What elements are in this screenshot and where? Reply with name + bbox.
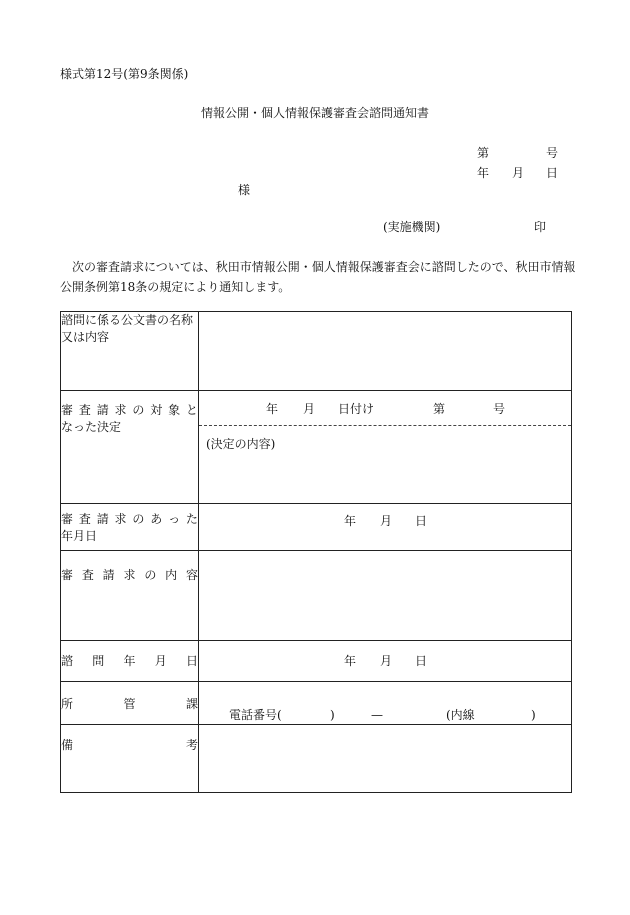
decision-month: 月 xyxy=(303,402,316,416)
field-request-content[interactable] xyxy=(199,551,572,641)
decision-year: 年 xyxy=(266,402,279,416)
extension-close: ) xyxy=(531,708,536,722)
field-request-date[interactable] xyxy=(199,504,572,551)
number-suffix: 号 xyxy=(546,146,559,160)
field-document-name[interactable] xyxy=(199,312,572,391)
extension-label: (内線 xyxy=(446,708,475,722)
field-department[interactable] xyxy=(199,682,572,725)
header-day: 日 xyxy=(546,166,559,180)
decision-number-prefix: 第 xyxy=(433,402,446,416)
label-consult-date-text: 諮 問 年 月 日 xyxy=(61,654,198,668)
label-remarks xyxy=(61,725,199,793)
consult-day: 日 xyxy=(415,654,428,668)
notice-body-text: 次の審査請求については、秋田市情報公開・個人情報保護審査会に諮問したので、秋田市情報公開条例第18条の規定により通知します。 xyxy=(60,260,576,294)
document-title: 情報公開・個人情報保護審査会諮問通知書 xyxy=(200,106,429,120)
label-request-date xyxy=(61,504,199,551)
row-consult-date xyxy=(61,641,572,682)
label-decision xyxy=(61,391,199,504)
label-decision-line1: 審 査 請 求 の 対 象 と xyxy=(61,403,198,417)
consultation-form-table xyxy=(60,311,572,793)
decision-dated: 日付け xyxy=(338,402,375,416)
consult-year: 年 xyxy=(344,654,357,668)
row-department xyxy=(61,682,572,725)
request-year: 年 xyxy=(344,514,357,528)
decision-date-line xyxy=(199,391,571,425)
phone-close: ) xyxy=(330,708,335,722)
decision-content-label: (決定の内容) xyxy=(206,437,276,451)
consult-month: 月 xyxy=(380,654,393,668)
row-document-name xyxy=(61,312,572,391)
number-prefix: 第 xyxy=(477,146,490,160)
label-request-content-text: 審 査 請 求 の 内 容 xyxy=(61,568,198,582)
label-department xyxy=(61,682,199,725)
label-request-date-line1: 審 査 請 求 の あ っ た xyxy=(61,512,198,526)
form-number: 様式第12号(第9条関係) xyxy=(60,67,189,81)
header-year: 年 xyxy=(477,166,490,180)
label-consult-date xyxy=(61,641,199,682)
row-request-date xyxy=(61,504,572,551)
phone-dash: — xyxy=(371,708,383,722)
field-decision[interactable] xyxy=(199,391,572,504)
label-request-date-line2: 年月日 xyxy=(61,529,98,543)
row-request-content xyxy=(61,551,572,641)
decision-number-suffix: 号 xyxy=(493,402,506,416)
label-department-text: 所 管 課 xyxy=(61,697,198,711)
addressee-suffix: 様 xyxy=(238,183,251,197)
phone-label: 電話番号( xyxy=(229,708,282,722)
seal-mark: 印 xyxy=(534,220,547,234)
label-request-content xyxy=(61,551,199,641)
header-month: 月 xyxy=(512,166,525,180)
label-remarks-text: 備 考 xyxy=(61,738,198,752)
field-remarks[interactable] xyxy=(199,725,572,793)
label-decision-line2: なった決定 xyxy=(61,420,122,434)
decision-dashed-separator xyxy=(199,425,571,452)
label-document-name: 諮問に係る公文書の名称又は内容 xyxy=(61,312,199,391)
request-month: 月 xyxy=(380,514,393,528)
request-day: 日 xyxy=(415,514,428,528)
agency-label: (実施機関) xyxy=(383,220,441,234)
row-decision xyxy=(61,391,572,504)
field-consult-date[interactable] xyxy=(199,641,572,682)
row-remarks xyxy=(61,725,572,793)
